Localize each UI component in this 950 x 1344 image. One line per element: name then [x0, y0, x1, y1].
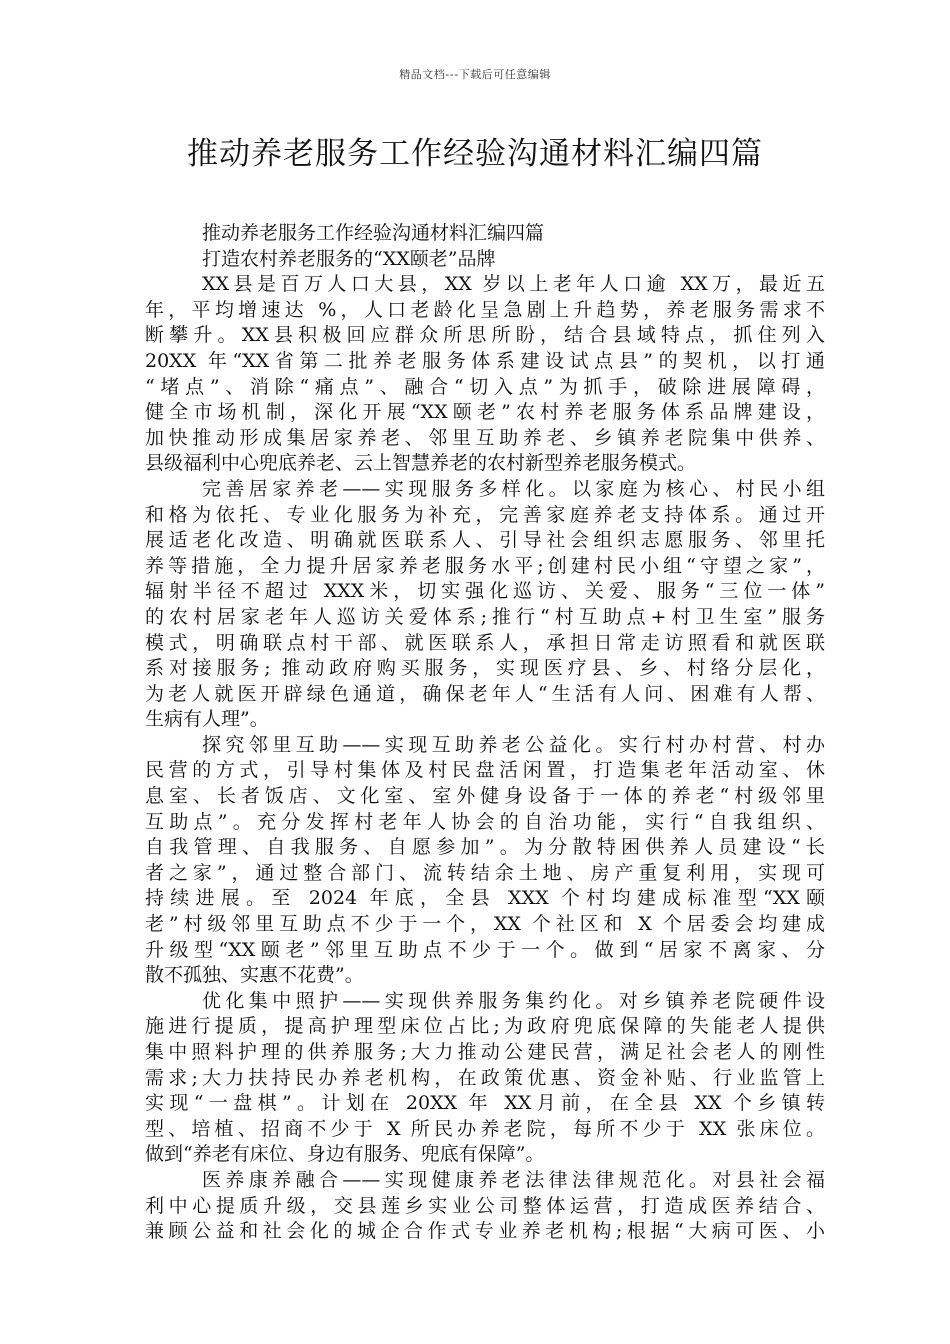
text-line: 老”村级邻里互助点不少于一个，XX 个社区和 X 个居委会均建成 — [145, 913, 825, 936]
text-line: 施进行提质，提高护理型床位占比;为政府兜底保障的失能老人提供 — [145, 1015, 825, 1038]
text-line: 兼顾公益和社会化的城企合作式专业养老机构;根据“大病可医、小 — [145, 1220, 825, 1243]
text-line: 的农村居家老年人巡访关爱体系;推行“村互助点+村卫生室”服务 — [145, 605, 825, 628]
text-line: 和格为依托、专业化服务为补充，完善家庭养老支持体系。通过开 — [145, 503, 825, 526]
text-line: 系对接服务; 推动政府购买服务，实现医疗县、乡、村络分层化， — [145, 657, 825, 680]
text-line: 为老人就医开辟绿色通道，确保老年人“生活有人问、困难有人帮、 — [145, 682, 825, 705]
text-line: 县级福利中心兜底养老、云上智慧养老的农村新型养老服务模式。 — [145, 452, 697, 475]
text-line: 模式，明确联点村干部、就医联系人，承担日常走访照看和就医联 — [145, 631, 825, 654]
text-line: 辐射半径不超过 XXX米，切实强化巡访、关爱、服务“三位一体” — [145, 580, 825, 603]
text-line: XX县是百万人口大县，XX 岁以上老年人口逾 XX万，最近五 — [202, 273, 825, 296]
document-body — [145, 221, 825, 1245]
text-line: 做到“养老有床位、身边有服务、兜底有保障”。 — [145, 1143, 545, 1166]
text-line: 升级型“XX颐老”邻里互助点不少于一个。做到“居家不离家、分 — [145, 938, 825, 961]
document-title: 推动养老服务工作经验沟通材料汇编四篇 — [187, 136, 763, 172]
text-line: 自我管理、自我服务、自愿参加”。为分散特困供养人员建设“长 — [145, 836, 825, 859]
text-line: 生病有人理”。 — [145, 708, 269, 731]
text-line: 打造农村养老服务的“XX颐老”品牌 — [202, 247, 496, 270]
text-line: 互助点”。充分发挥村老年人协会的自治功能，实行“自我组织、 — [145, 810, 825, 833]
text-line: 需求;大力扶持民办养老机构，在政策优惠、资金补贴、行业监管上 — [145, 1066, 825, 1089]
text-line: 利中心提质升级，交县莲乡实业公司整体运营，打造成医养结合、 — [145, 1194, 825, 1217]
header-note: 精品文档---下载后可任意编辑 — [399, 68, 551, 81]
text-line: 散不孤独、实惠不花费”。 — [145, 964, 364, 987]
text-line: 20XX 年“XX省第二批养老服务体系建设试点县”的契机，以打通 — [145, 349, 825, 372]
text-line: 断攀升。XX县积极回应群众所思所盼，结合县域特点，抓住列入 — [145, 324, 825, 347]
text-line: 健全市场机制，深化开展“XX颐老”农村养老服务体系品牌建设， — [145, 401, 825, 424]
text-line: 推动养老服务工作经验沟通材料汇编四篇 — [202, 222, 545, 244]
text-line: 完善居家养老——实现服务多样化。以家庭为核心、村民小组 — [202, 477, 825, 500]
text-line: 医养康养融合——实现健康养老法律法律规范化。对县社会福 — [202, 1168, 825, 1191]
text-line: 实现“一盘棋”。计划在 20XX 年 XX月前，在全县 XX 个乡镇转 — [145, 1092, 825, 1115]
text-line: 持续进展。至 2024 年底，全县 XXX 个村均建成标准型“XX颐 — [145, 887, 825, 910]
text-line: 探究邻里互助——实现互助养老公益化。实行村办村营、村办 — [202, 733, 825, 756]
text-line: 者之家”，通过整合部门、流转结余土地、房产重复利用，实现可 — [145, 861, 825, 884]
text-line: 年，平均增速达 %，人口老龄化呈急剧上升趋势，养老服务需求不 — [145, 298, 825, 321]
text-line: “堵点”、消除“痛点”、融合“切入点”为抓手，破除进展障碍， — [145, 375, 825, 398]
text-line: 展适老化改造、明确就医联系人、引导社会组织志愿服务、邻里托 — [145, 529, 825, 552]
text-line: 加快推动形成集居家养老、邻里互助养老、乡镇养老院集中供养、 — [145, 426, 825, 449]
text-line: 息室、长者饭店、文化室、室外健身设备于一体的养老“村级邻里 — [145, 785, 825, 808]
text-line: 集中照料护理的供养服务;大力推动公建民营，满足社会老人的刚性 — [145, 1041, 825, 1063]
text-line: 型、培植、招商不少于 X 所民办养老院，每所不少于 XX 张床位。 — [145, 1117, 825, 1140]
text-line: 民营的方式，引导村集体及村民盘活闲置，打造集老年活动室、休 — [145, 759, 825, 782]
text-line: 优化集中照护——实现供养服务集约化。对乡镇养老院硬件设 — [202, 989, 825, 1012]
text-line: 养等措施，全力提升居家养老服务水平;创建村民小组“守望之家”， — [145, 554, 825, 577]
